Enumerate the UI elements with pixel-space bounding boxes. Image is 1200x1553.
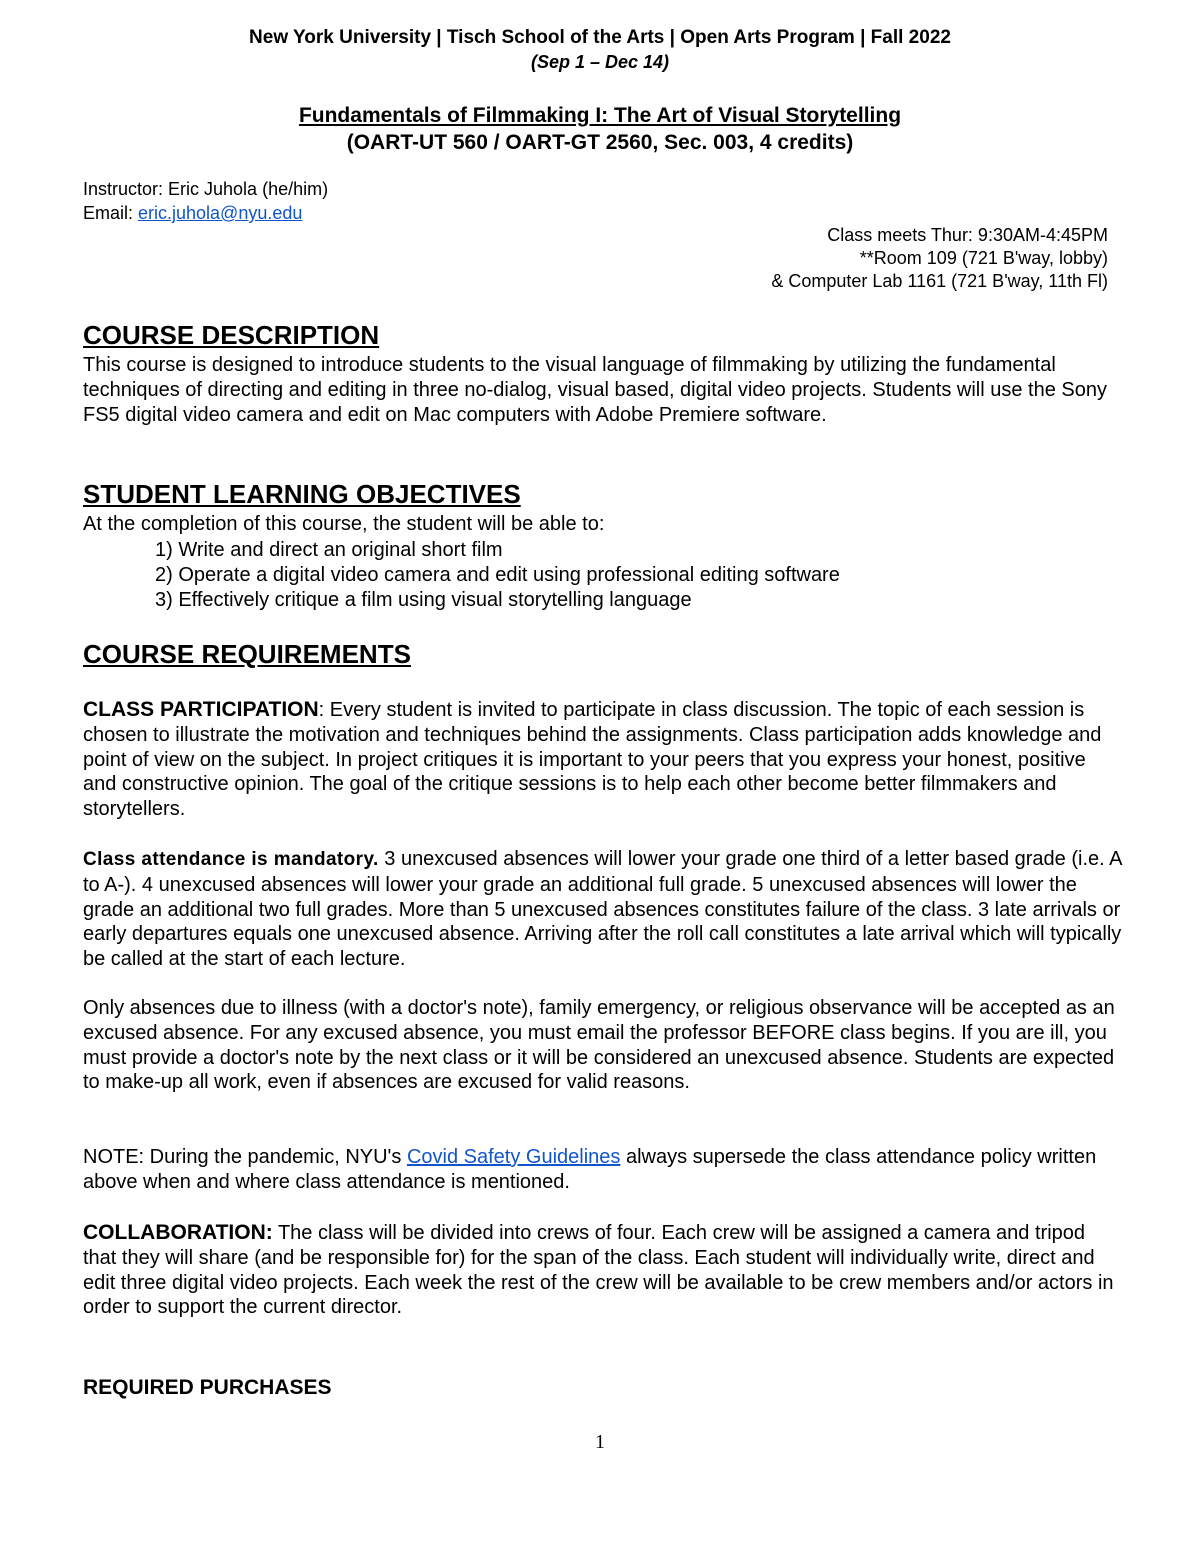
course-requirements-heading: COURSE REQUIREMENTS bbox=[83, 639, 411, 669]
email-label: Email: bbox=[83, 203, 139, 223]
email-link[interactable]: eric.juhola@nyu.edu bbox=[138, 203, 303, 223]
covid-note-paragraph bbox=[83, 1145, 1123, 1195]
course-description-text: This course is designed to introduce students to the visual language of filmmaking by utilizing the fundamental techniques of directing and editing in three no-dialog, visual based, digital video projects. Students will use the Sony FS5 digital video camera and edit on Mac computers with Adobe Premiere software. bbox=[83, 354, 1107, 426]
participation-text: : Every student is invited to participate in class discussion. The topic of each session is chosen to illustrate the motivation and techniques behind the assignments. Class participation adds knowledge and point of view on the subject. In project critiques it is important to your peers that you express your honest, positive and constructive opinion. The goal of the critique sessions is to help each other become better filmmakers and storytellers. bbox=[83, 699, 1102, 821]
collaboration-text: The class will be divided into crews of four. Each crew will be assigned a camera and tripod that they will share (and be responsible for) for the span of the class. Each student will individually write, direct and edit three digital video projects. Each week the rest of the crew will be available to be crew members and/or actors in order to support the current director. bbox=[83, 1222, 1114, 1319]
attendance-paragraph bbox=[83, 847, 1123, 972]
room-info: **Room 109 (721 B'way, lobby) bbox=[859, 248, 1108, 268]
attendance-label: Class attendance is mandatory. bbox=[83, 849, 379, 870]
course-code: (OART-UT 560 / OART-GT 2560, Sec. 003, 4 credits) bbox=[346, 131, 854, 154]
objective-item: 1) Write and direct an original short film bbox=[155, 539, 503, 561]
participation-label: CLASS PARTICIPATION bbox=[83, 698, 319, 721]
page-number: 1 bbox=[595, 1431, 605, 1453]
absences-paragraph: Only absences due to illness (with a doctor's note), family emergency, or religious observance will be accepted as an excused absence. For any excused absence, you must email the professor BEFORE class begins. If you are ill, you must provide a doctor's note by the next class or it will be considered an unexcused absence. Students are expected to make-up all work, even if absences are excused for valid reasons. bbox=[83, 997, 1115, 1094]
class-meets: Class meets Thur: 9:30AM-4:45PM bbox=[827, 225, 1108, 245]
email-line bbox=[83, 203, 302, 224]
required-purchases-heading: REQUIRED PURCHASES bbox=[83, 1376, 332, 1399]
lab-info: & Computer Lab 1161 (721 B'way, 11th Fl) bbox=[771, 271, 1108, 291]
course-title: Fundamentals of Filmmaking I: The Art of Visual Storytelling bbox=[298, 104, 902, 127]
note-prefix: NOTE: During the pandemic, NYU's bbox=[83, 1146, 407, 1168]
collaboration-label: COLLABORATION: bbox=[83, 1221, 273, 1244]
institution-header: New York University | Tisch School of the Arts | Open Arts Program | Fall 2022 bbox=[249, 27, 951, 48]
objectives-intro: At the completion of this course, the student will be able to: bbox=[83, 513, 605, 535]
covid-guidelines-link[interactable]: Covid Safety Guidelines bbox=[406, 1146, 621, 1168]
class-participation-paragraph bbox=[83, 698, 1123, 822]
learning-objectives-heading: STUDENT LEARNING OBJECTIVES bbox=[83, 479, 521, 509]
semester-dates: (Sep 1 – Dec 14) bbox=[530, 52, 670, 72]
note-suffix: always supersede the class attendance policy written above when and where class attendance is mentioned. bbox=[83, 1146, 1097, 1193]
course-description-heading: COURSE DESCRIPTION bbox=[83, 320, 380, 350]
attendance-text: 3 unexcused absences will lower your grade one third of a letter based grade (i.e. A to A-). 4 unexcused absences will lower your grade an additional full grade. 5 unexcused absences will lower the grade an additional two full grades. More than 5 unexcused absences constitutes failure of the class. 3 late arrivals or early departures equals one unexcused absence. Arriving after the roll call constitutes a late arrival which will typically be called at the start of each lecture. bbox=[83, 848, 1122, 971]
objective-item: 2) Operate a digital video camera and edit using professional editing software bbox=[155, 564, 840, 586]
instructor-line: Instructor: Eric Juhola (he/him) bbox=[83, 179, 329, 199]
objective-item: 3) Effectively critique a film using visual storytelling language bbox=[155, 589, 692, 611]
collaboration-paragraph bbox=[83, 1221, 1123, 1320]
